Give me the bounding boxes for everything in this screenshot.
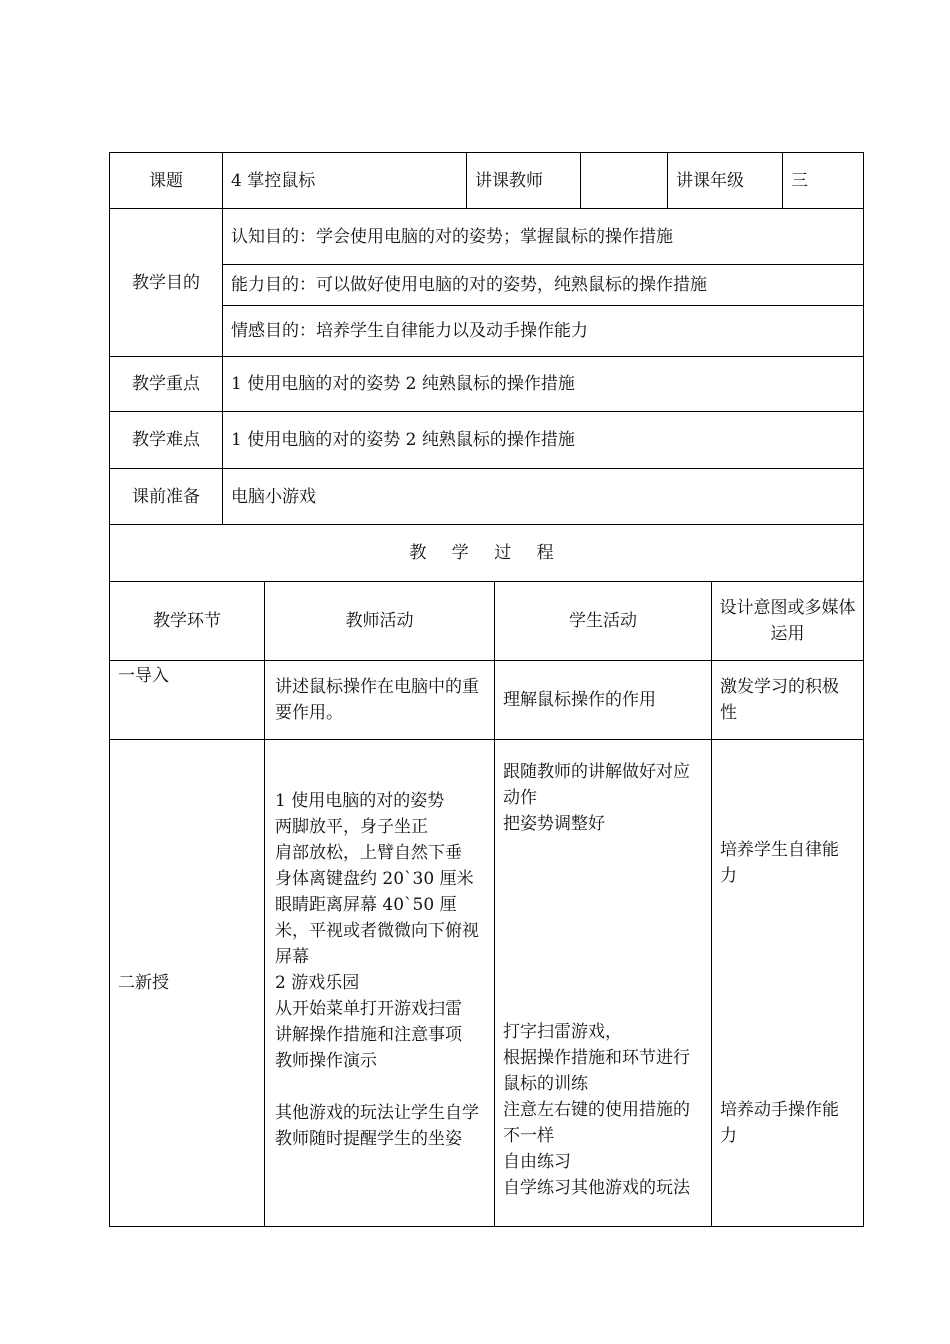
table-row-teacher: 讲述鼠标操作在电脑中的重要作用。 <box>275 677 479 723</box>
table-row-student: 跟随教师的讲解做好对应动作 把姿势调整好 <box>503 762 690 834</box>
teacher-value <box>581 153 667 208</box>
table-border-right <box>863 152 864 1227</box>
preparation-value: 电脑小游戏 <box>231 486 316 507</box>
table-row-student: 打字扫雷游戏， 根据操作措施和环节进行鼠标的训练 注意左右键的使用措施的不一样 自由练习 自学练习其他游戏的玩法 <box>503 1022 690 1198</box>
col-header-stage: 教学环节 <box>153 611 221 631</box>
topic-value: 4 掌控鼠标 <box>231 170 316 191</box>
table-row-teacher: 1 使用电脑的对的姿势 两脚放平，身子坐正 肩部放松，上臂自然下垂 身体离键盘约 20`30 厘米 眼睛距离屏幕 40`50 厘米，平视或者微微向下俯视屏幕 2 游戏乐园 从开始菜单打开游戏扫雷 讲解操作措施和注意事项 教师操作演示 其他游戏的玩法让学生自学 教师随时提醒学生的坐姿 <box>275 791 479 1149</box>
table-row-design: 激发学习的积极性 <box>720 677 839 723</box>
table-row-stage: 二新授 <box>118 973 169 993</box>
objective-ability: 能力目的：可以做好使用电脑的对的姿势，纯熟鼠标的操作措施 <box>231 275 707 295</box>
key-points-value: 1 使用电脑的对的姿势 2 纯熟鼠标的操作措施 <box>231 374 575 394</box>
col-header-student: 学生活动 <box>569 611 637 631</box>
process-title: 教 学 过 程 <box>409 543 564 563</box>
preparation-label: 课前准备 <box>132 486 200 507</box>
table-border-bottom <box>109 1226 864 1227</box>
col-header-design: 设计意图或多媒体运用 <box>719 598 856 644</box>
objectives-label: 教学目的 <box>132 272 200 293</box>
difficulties-label: 教学难点 <box>132 430 200 450</box>
table-row-stage: 一导入 <box>118 666 169 686</box>
table-row-design: 培养动手操作能力 <box>720 1100 839 1146</box>
table-row-student: 理解鼠标操作的作用 <box>503 690 656 710</box>
col-header-teacher: 教师活动 <box>345 611 414 631</box>
table-row-design: 培养学生自律能力 <box>720 840 839 886</box>
grade-label: 讲课年级 <box>676 170 744 191</box>
objective-emotion: 情感目的：培养学生自律能力以及动手操作能力 <box>231 321 588 341</box>
teacher-label: 讲课教师 <box>475 170 543 191</box>
key-points-label: 教学重点 <box>132 374 200 394</box>
topic-label: 课题 <box>149 170 183 191</box>
difficulties-value: 1 使用电脑的对的姿势 2 纯熟鼠标的操作措施 <box>231 430 575 450</box>
objective-cognitive: 认知目的：学会使用电脑的对的姿势；掌握鼠标的操作措施 <box>231 226 673 247</box>
grade-value: 三 <box>791 170 808 191</box>
